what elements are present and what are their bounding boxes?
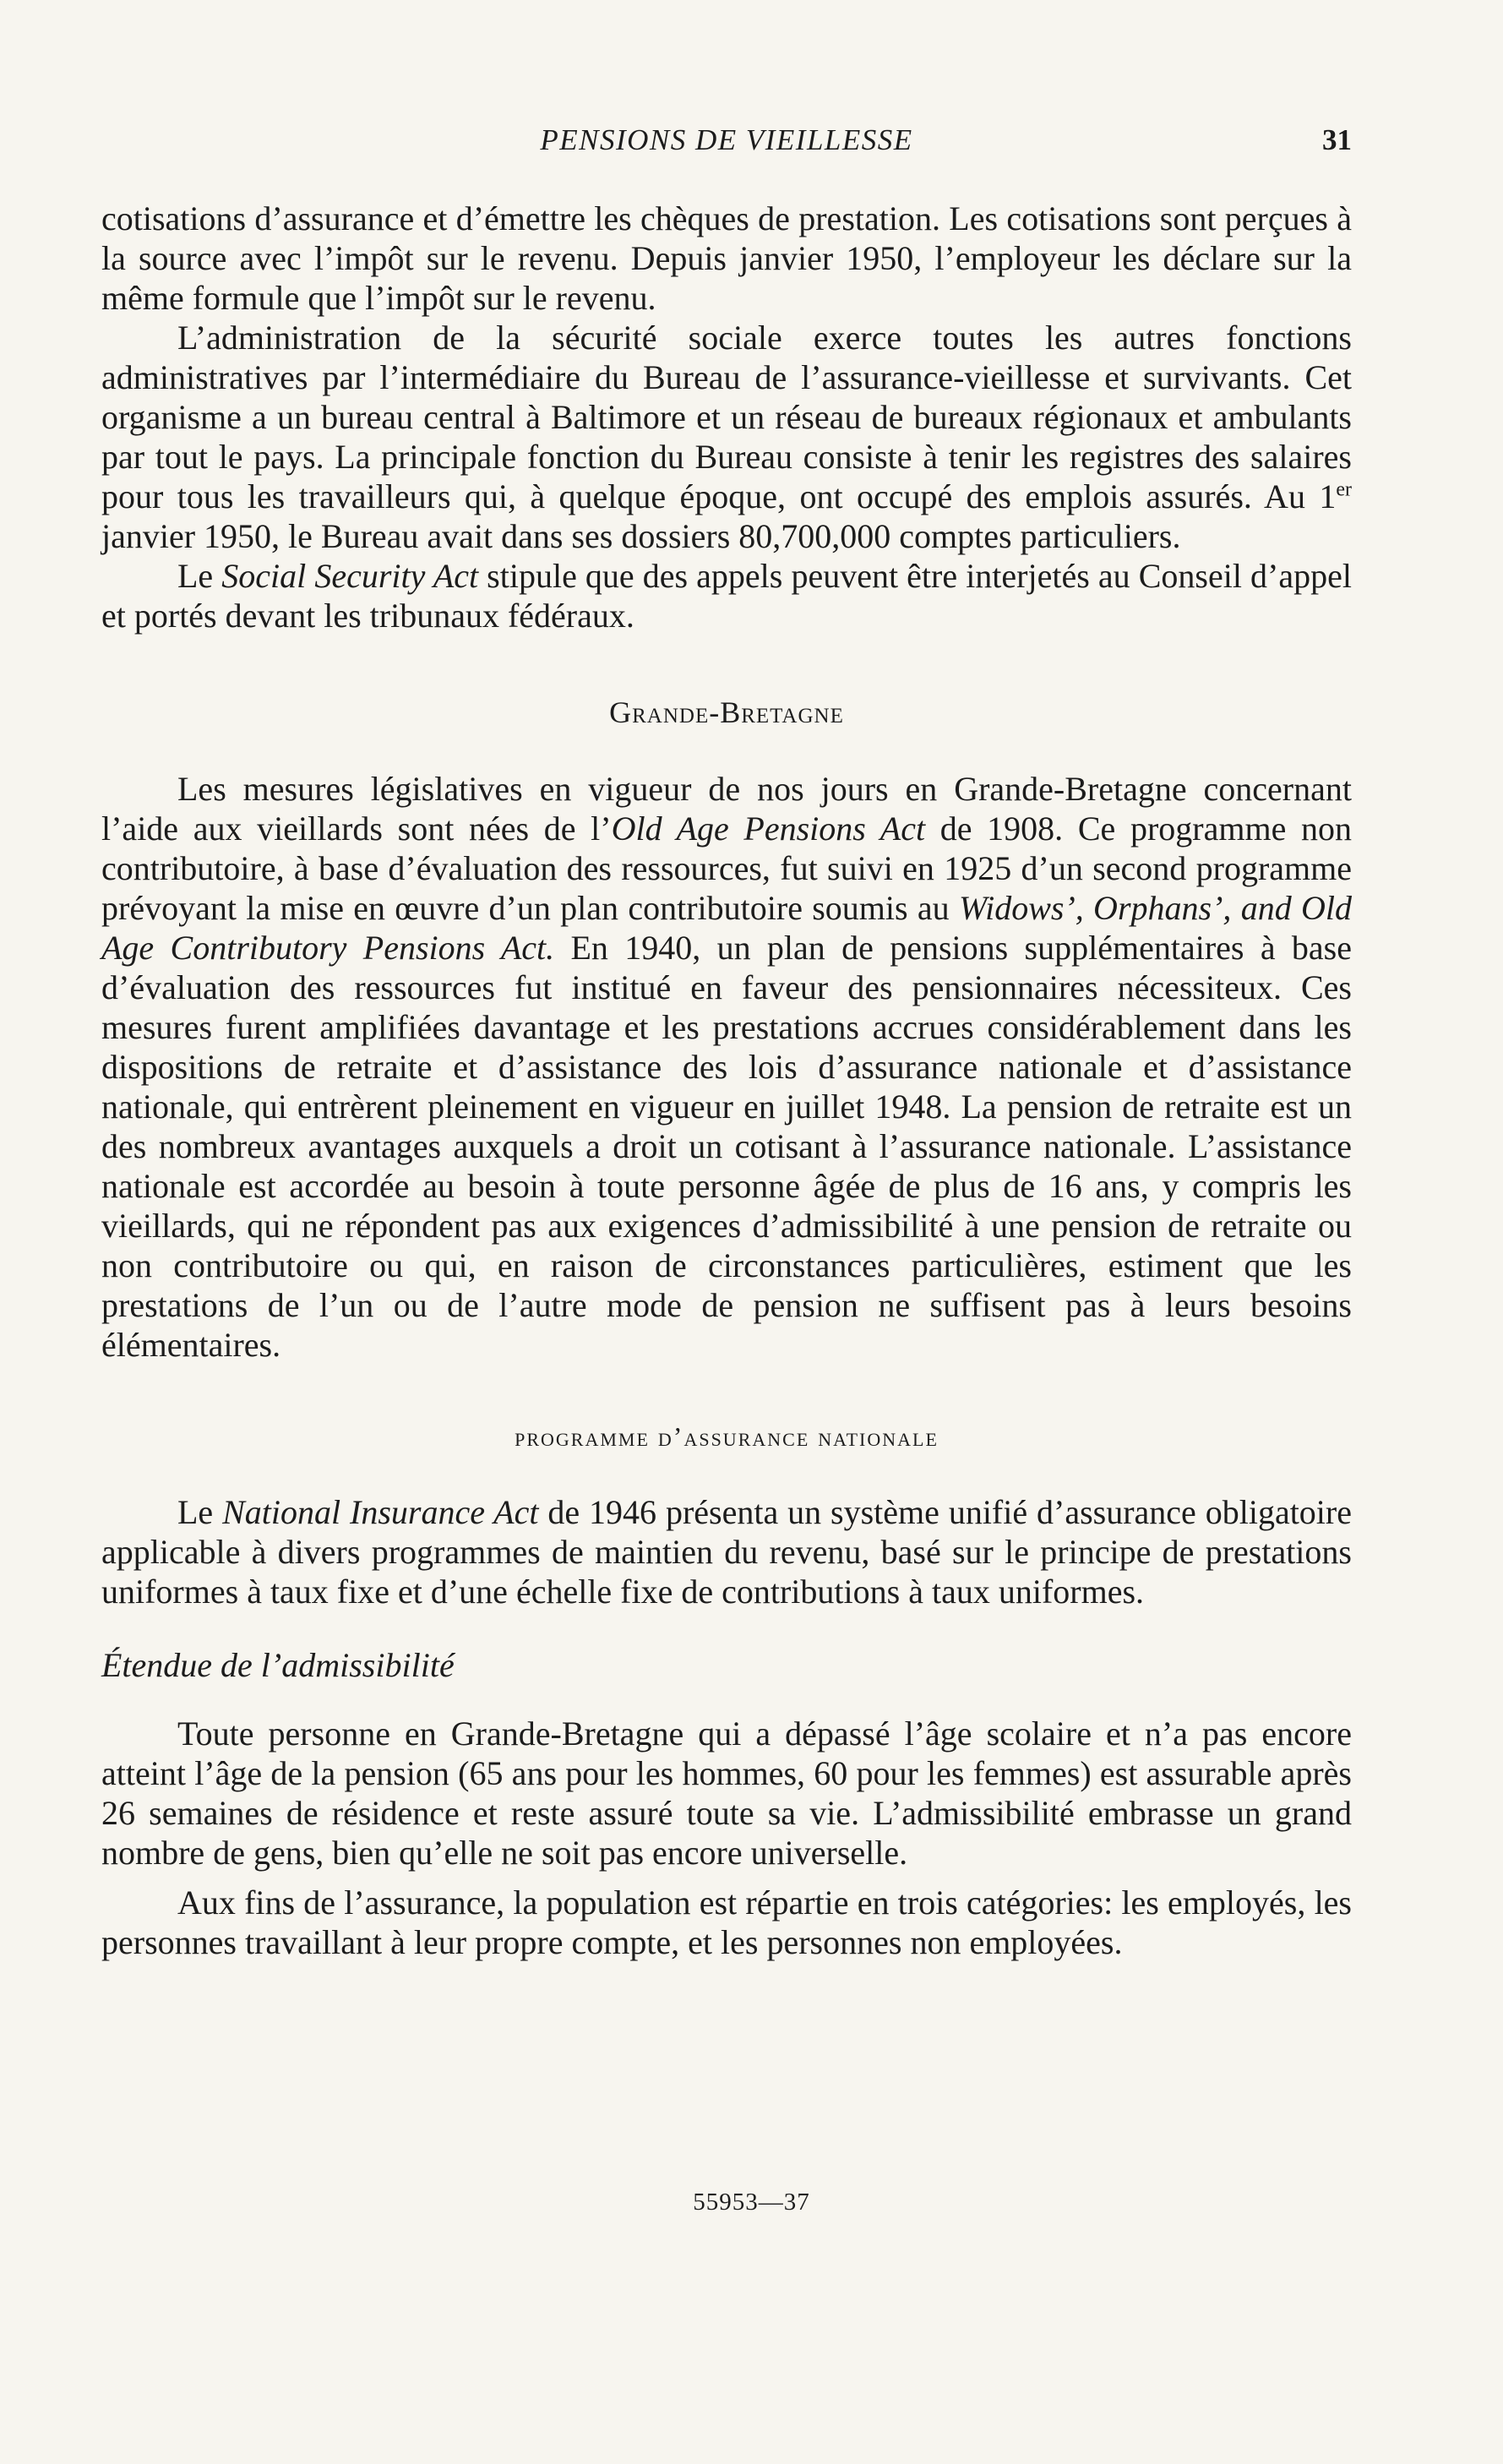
paragraph-categories: Aux fins de l’assurance, la population est répartie en trois catégories: les employés, les personnes travaillant à leur propre compte, et les personnes non employées. [101,1883,1352,1961]
section-heading-grande-bretagne [101,693,1352,733]
page-header [101,123,1352,166]
paragraph-text: Le [177,557,222,595]
printer-signature: 55953—37 [693,2189,810,2216]
paragraph-text: de 1908. Ce programme non contributoire, à base d’évaluation des ressources, fut suivi en 1925 d’un second programme prévoyant la mise en œuvre d’un plan contributoire soumis au [101,810,1352,927]
running-title: PENSIONS DE VIEILLESSE [540,123,913,156]
act-title: Social Security Act [221,557,479,595]
paragraph-text: L’administration de la sécurité sociale exerce toutes les autres fonctions administratives par l’intermédiaire du Bureau de l’assurance-vieillesse et survivants. Cet organisme a un bureau central à Baltimore et un réseau de bureaux régionaux et ambulants par tout le pays. La principale fonction du Bureau consiste à tenir les registres des salaires pour tous les travailleurs qui, à quelque époque, ont occupé des emplois assurés. Au 1 [101,319,1352,515]
subheading-etendue: Étendue de l’admissibilité [101,1646,455,1684]
superscript: er [1336,478,1352,501]
page-number: 31 [1322,123,1352,156]
paragraph-text: de 1946 présenta un système unifié d’assurance obligatoire applicable à divers programmes de maintien du revenu, basé sur le principe de prestations uniformes à taux fixe et d’une échelle fixe de contributions à taux uniformes. [101,1493,1352,1611]
paragraph-text: janvier 1950, le Bureau avait dans ses dossiers 80,700,000 comptes particuliers. [101,517,1181,555]
paragraph-administration [101,318,1352,556]
paragraph-text: Le [177,1493,223,1531]
heading-text: programme d’assurance nationale [515,1421,939,1452]
paragraph-text: Les mesures législatives en vigueur de nos jours en Grande-Bretagne concernant l’aide aux vieillards sont nées de l’ [101,770,1352,848]
act-title: National Insurance Act [222,1493,539,1531]
paragraph-text: En 1940, un plan de pensions supplémentaires à base d’évaluation des ressources fut institué en faveur des pensionnaires nécessiteux. Ces mesures furent amplifiées davantage et les prestations accrues considérablement dans les dispositions de retraite et d’assistance des lois d’assurance nationale et d’assistance nationale, qui entrèrent pleinement en vigueur en juillet 1948. La pension de retraite est un des nombreux avantages auxquels a droit un cotisant à l’assurance nationale. L’assistance nationale est accordée au besoin à toute personne âgée de plus de 16 ans, y compris les vieillards, qui ne répondent pas aux exigences d’admissibilité à une pension de retraite ou non contributoire ou qui, en raison de circonstances particulières, estiment que les prestations de l’un ou de l’autre mode de pension ne suffisent pas à leurs besoins élémentaires. [101,929,1352,1364]
act-title: Old Age Pensions Act [611,810,926,848]
page-body [101,199,1352,1962]
paragraph-social-security-act [101,556,1352,635]
paragraph-national-insurance [101,1492,1352,1611]
heading-text: Grande-Bretagne [609,695,844,729]
paragraph-etendue: Toute personne en Grande-Bretagne qui a dépassé l’âge scolaire et n’a pas encore atteint l’âge de la pension (65 ans pour les hommes, 60 pour les femmes) est assurable après 26 semaines de résidence et reste assuré toute sa vie. L’admissibilité embrasse un grand nombre de gens, bien qu’elle ne soit pas encore universelle. [101,1714,1352,1872]
paragraph-text: stipule que des appels peuvent être interjetés au Conseil d’appel et portés devant les tribunaux fédéraux. [101,557,1352,635]
paragraph-grande-bretagne [101,769,1352,1365]
paragraph-continuation: cotisations d’assurance et d’émettre les chèques de prestation. Les cotisations sont perçues à la source avec l’impôt sur le revenu. Depuis janvier 1950, l’employeur les déclare sur la même formule que l’impôt sur le revenu. [101,199,1352,317]
act-title: Widows’, Orphans’, and Old Age Contributory Pensions Act. [101,889,1352,967]
section-heading-programme [101,1417,1352,1457]
